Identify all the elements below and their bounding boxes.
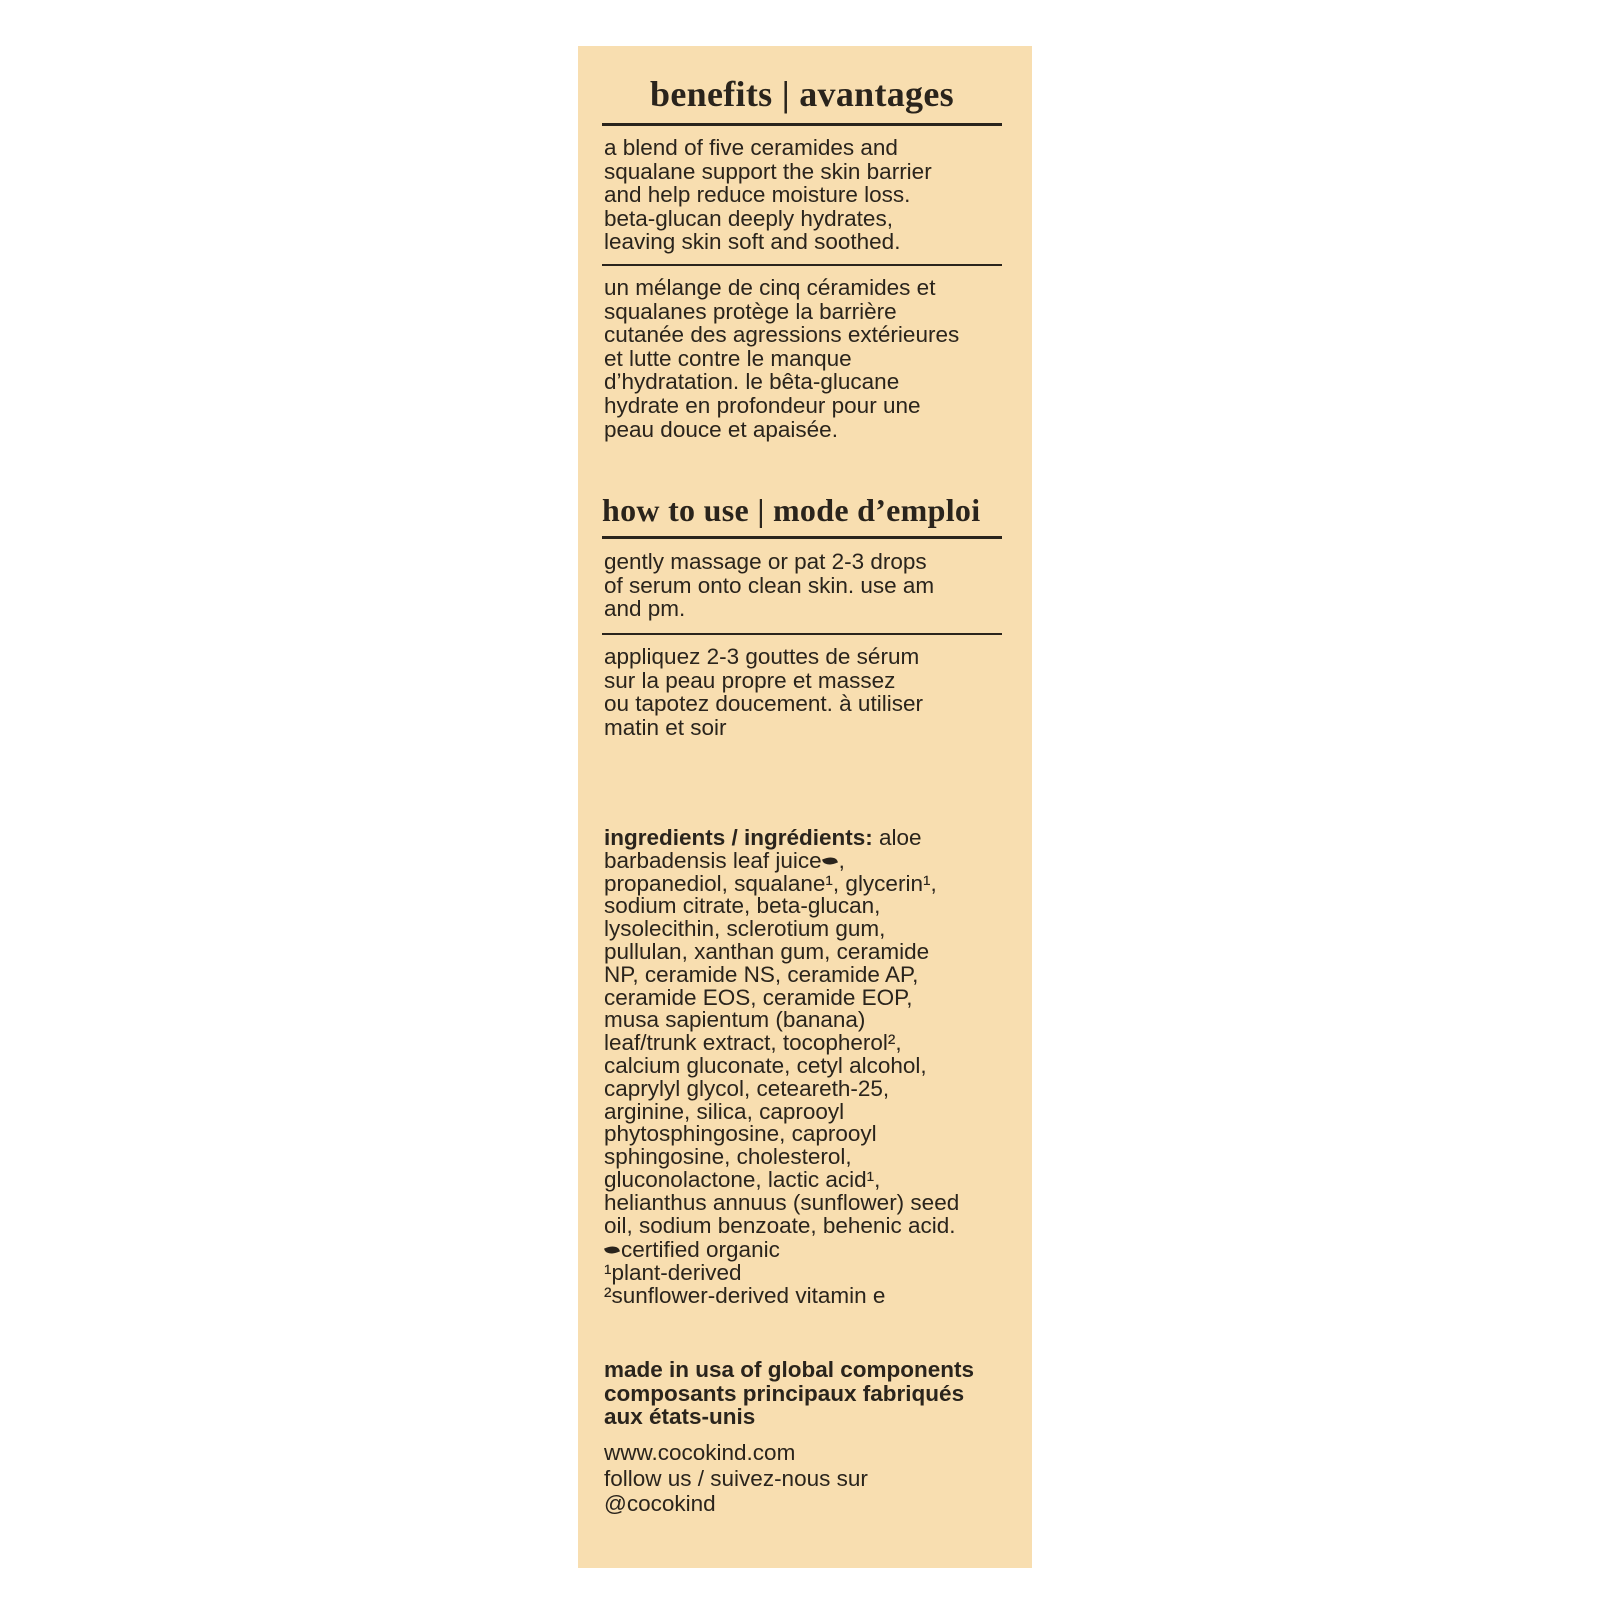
contact-info — [604, 1440, 1004, 1517]
how-to-use-heading-divider — [602, 536, 1002, 539]
benefits-heading: benefits | avantages — [650, 74, 954, 114]
ingredients-label: ingredients / ingrédients: — [604, 825, 873, 850]
benefits-heading-divider — [602, 123, 1002, 126]
benefits-french: un mélange de cinq céramides et squalanes protège la barrière cutanée des agressions extérieures et lutte contre le manque d’hydratation. le bêta-glucane hydrate en profondeur pour une peau douce et apaisée. — [604, 275, 960, 442]
ingredients-first-item: aloe — [872, 825, 922, 850]
footnote-plant-derived: ¹plant-derived — [604, 1259, 742, 1285]
benefits-language-divider — [602, 264, 1002, 266]
origin-statement — [604, 1358, 1004, 1429]
how-to-use-language-divider — [602, 633, 1002, 635]
leaf-icon — [822, 855, 838, 867]
ingredients-comma: , — [838, 847, 845, 873]
ingredients-list — [604, 827, 1004, 1237]
benefits-english: a blend of five ceramides and squalane support the skin barrier and help reduce moisture loss. beta-glucan deeply hydrates, leaving skin soft and soothed. — [604, 135, 932, 255]
leaf-icon — [604, 1244, 620, 1256]
how-to-use-heading: how to use | mode d’emploi — [602, 492, 981, 528]
origin-line-3: aux états-unis — [604, 1404, 756, 1430]
website-link: www.cocokind.com — [604, 1440, 796, 1465]
footnotes — [604, 1239, 1004, 1307]
how-to-use-french: appliquez 2-3 gouttes de sérum sur la peau propre et massez ou tapotez doucement. à utiliser matin et soir — [604, 644, 923, 740]
footnote-organic: certified organic — [621, 1237, 780, 1262]
origin-line-2: composants principaux fabriqués — [604, 1380, 965, 1406]
how-to-use-english: gently massage or pat 2-3 drops of serum onto clean skin. use am and pm. — [604, 549, 935, 622]
ingredients-second-line: barbadensis leaf juice — [604, 847, 822, 873]
follow-us-text: follow us / suivez-nous sur — [604, 1465, 868, 1491]
social-handle: @cocokind — [604, 1491, 716, 1517]
origin-line-1: made in usa of global components — [604, 1357, 975, 1382]
footnote-vitamin-e: ²sunflower-derived vitamin e — [604, 1282, 886, 1308]
product-label-panel — [578, 46, 1032, 1568]
ingredients-body: propanediol, squalane¹, glycerin¹, sodium citrate, beta-glucan, lysolecithin, sclerotium gum, pullulan, xanthan gum, ceramide NP, ceramide NS, ceramide AP, ceramide EOS, ceramide EOP, musa sapientum (banana) leaf/trunk extract, tocopherol², calcium gluconate, cetyl alcohol, caprylyl glycol, ceteareth-25, arginine, silica, caprooyl phytosphingosine, caprooyl sphingosine, cholesterol, gluconolactone, lactic acid¹, helianthus annuus (sunflower) seed oil, sodium benzoate, behenic acid. — [604, 870, 960, 1238]
